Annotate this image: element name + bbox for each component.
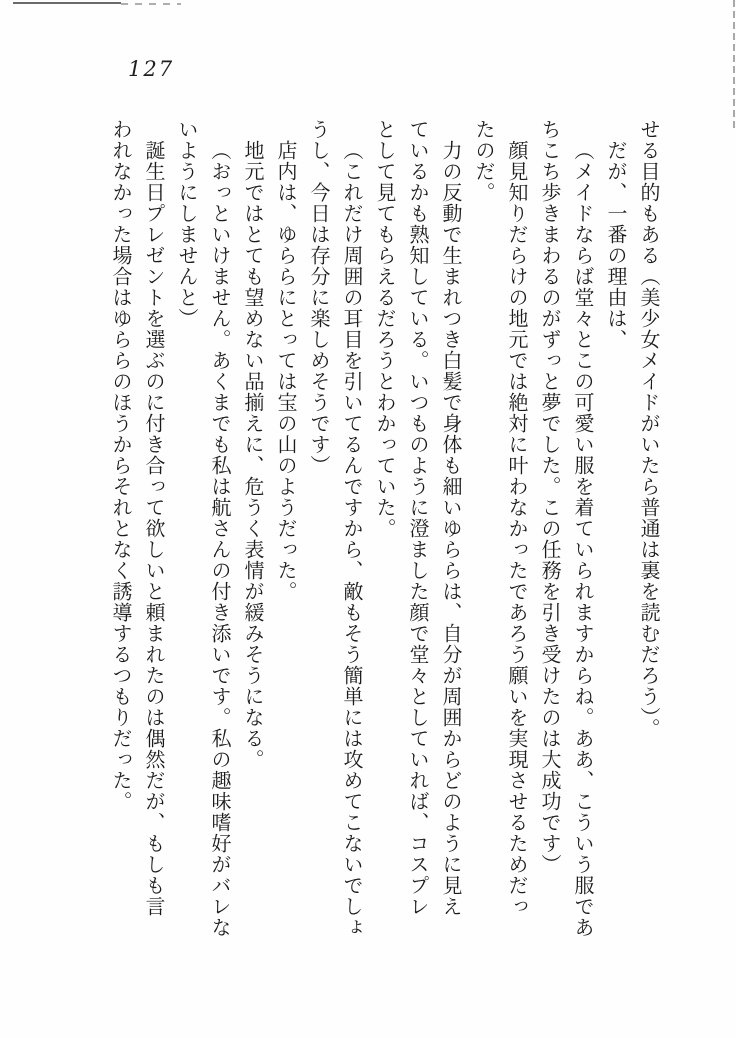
- scan-artifact-top-line: [13, 2, 121, 4]
- text-column: たのだ。: [472, 119, 496, 203]
- text-column: （おっといけません。あくまでも私は航さんの付き添いです。私の趣味嗜好がバレな: [208, 140, 232, 938]
- text-column: せる目的もある（美少女メイドがいたら普通は裏を読むだろう）。: [637, 119, 661, 739]
- text-column: として見てもらえるだろうとわかっていた。: [373, 119, 397, 539]
- vertical-text-block: [104, 119, 665, 991]
- text-column: （メイドならば堂々とこの可愛い服を着ていられますからね。ああ、こういう服であ: [571, 140, 595, 938]
- scan-artifact-top-tail: [121, 3, 181, 5]
- text-column: われなかった場合はゆららのほうからそれとなく誘導するつもりだった。: [109, 119, 133, 812]
- page-number: 127: [128, 57, 175, 81]
- text-column: うし、今日は存分に楽しめそうです）: [307, 119, 331, 476]
- text-column: だが、一番の理由は、: [604, 140, 628, 350]
- text-column: 地元ではとても望めない品揃えに、危うく表情が緩みそうになる。: [241, 140, 265, 770]
- text-column: いようにしませんと）: [175, 119, 199, 329]
- scan-artifact-edge-dashes: [733, 0, 735, 132]
- text-column: （これだけ周囲の耳目を引いてるんですから、敵もそう簡単には攻めてこないでしょ: [340, 140, 364, 938]
- text-column: ているかも熟知している。いつものように澄ました顔で堂々としていれば、コスプレ: [406, 119, 430, 917]
- text-column: 力の反動で生まれつき白髪で身体も細いゆららは、自分が周囲からどのように見え: [439, 140, 463, 917]
- text-column: 誕生日プレゼントを選ぶのに付き合って欲しいと頼まれたのは偶然だが、もしも言: [142, 140, 166, 917]
- text-column: ちこち歩きまわるのがずっと夢でした。この任務を引き受けたのは大成功です）: [538, 119, 562, 875]
- text-column: 店内は、ゆららにとっては宝の山のようだった。: [274, 140, 298, 602]
- text-column: 顔見知りだらけの地元では絶対に叶わなかったであろう願いを実現させるためだっ: [505, 140, 529, 917]
